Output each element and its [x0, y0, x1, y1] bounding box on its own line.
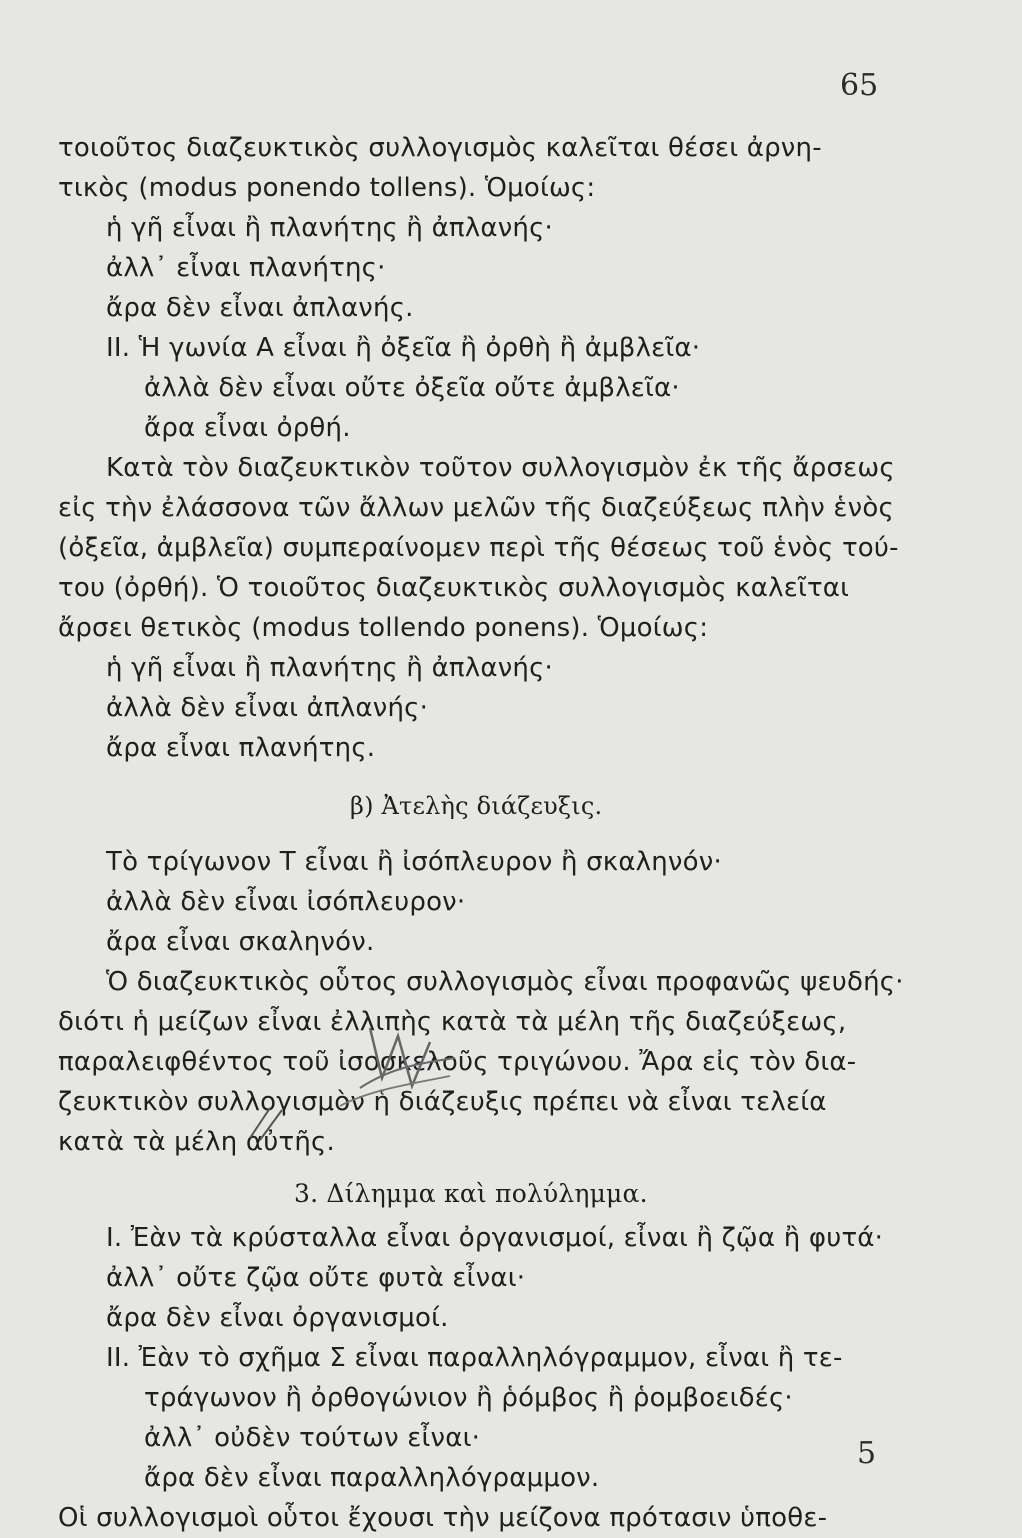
page-body — [58, 128, 908, 1538]
text-line: I. Ἐὰν τὰ κρύσταλλα εἶναι ὀργανισμοί, εἶναι ἢ ζῷα ἢ φυτά· — [106, 1223, 884, 1253]
text-line: ἄρα δὲν εἶναι παραλληλόγραμμον. — [144, 1463, 600, 1493]
text-line: ἀλλὰ δὲν εἶναι ἀπλανής· — [106, 693, 429, 723]
text-line: παραλειφθέντος τοῦ ἰσοσκελοῦς τριγώνου. Ἄρα εἰς τὸν δια- — [58, 1047, 857, 1077]
text-line: ἄρα δὲν εἶναι ὀργανισμοί. — [106, 1303, 449, 1333]
text-line: Κατὰ τὸν διαζευκτικὸν τοῦτον συλλογισμὸν ἐκ τῆς ἄρσεως — [106, 453, 895, 483]
text-line: ἀλλ᾽ οὐδὲν τούτων εἶναι· — [144, 1423, 481, 1453]
text-line: ἄρα εἶναι ὀρθή. — [144, 413, 351, 443]
text-line: II. Ἡ γωνία Α εἶναι ἢ ὀξεῖα ἢ ὀρθὴ ἢ ἀμβλεῖα· — [106, 333, 701, 363]
text-line: ἡ γῆ εἶναι ἢ πλανήτης ἢ ἀπλανής· — [106, 213, 554, 243]
text-line: τοιοῦτος διαζευκτικὸς συλλογισμὸς καλεῖται θέσει ἀρνη- — [58, 133, 822, 163]
text-line: ἄρα εἶναι πλανήτης. — [106, 733, 376, 763]
text-line: ἀλλ᾽ εἶναι πλανήτης· — [106, 253, 386, 283]
text-line: ἡ γῆ εἶναι ἢ πλανήτης ἢ ἀπλανής· — [106, 653, 554, 683]
page-number: 65 — [840, 68, 879, 103]
text-line: τικὸς (modus ponendo tollens). Ὁμοίως: — [58, 173, 596, 203]
text-line: ἀλλὰ δὲν εἶναι οὔτε ὀξεῖα οὔτε ἀμβλεῖα· — [144, 373, 680, 403]
handwritten-pencil-mark — [230, 1018, 470, 1148]
text-line: του (ὀρθή). Ὁ τοιοῦτος διαζευκτικὸς συλλογισμὸς καλεῖται — [58, 573, 850, 603]
text-line: ἀλλὰ δὲν εἶναι ἰσόπλευρον· — [106, 887, 466, 917]
text-line: ἄρσει θετικὸς (modus tollendo ponens). Ὁμοίως: — [58, 613, 709, 643]
text-line: κατὰ τὰ μέλη αὐτῆς. — [58, 1127, 335, 1157]
text-line: διότι ἡ μείζων εἶναι ἐλλιπὴς κατὰ τὰ μέλη τῆς διαζεύξεως, — [58, 1007, 847, 1037]
text-line: ἀλλ᾽ οὔτε ζῷα οὔτε φυτὰ εἶναι· — [106, 1263, 526, 1293]
text-line: Ὁ διαζευκτικὸς οὗτος συλλογισμὸς εἶναι προφανῶς ψευδής· — [106, 967, 904, 997]
text-line: ἄρα δὲν εἶναι ἀπλανής. — [106, 293, 414, 323]
text-line: εἰς τὴν ἐλάσσονα τῶν ἄλλων μελῶν τῆς διαζεύξεως πλὴν ἑνὸς — [58, 493, 894, 523]
text-line: τράγωνον ἢ ὀρθογώνιον ἢ ῥόμβος ἢ ῥομβοειδές· — [144, 1383, 793, 1413]
text-line: Τὸ τρίγωνον Τ εἶναι ἢ ἰσόπλευρον ἢ σκαληνόν· — [106, 847, 722, 877]
text-line: ἄρα εἶναι σκαληνόν. — [106, 927, 375, 957]
text-line: II. Ἐὰν τὸ σχῆμα Σ εἶναι παραλληλόγραμμον, εἶναι ἢ τε- — [106, 1343, 843, 1373]
section-heading: 3. Δίλημμα καὶ πολύλημμα. — [294, 1179, 648, 1208]
text-line: ζευκτικὸν συλλογισμὸν ἡ διάζευξις πρέπει νὰ εἶναι τελεία — [58, 1087, 827, 1117]
text-line: (ὀξεῖα, ἀμβλεῖα) συμπεραίνομεν περὶ τῆς θέσεως τοῦ ἑνὸς τού- — [58, 533, 899, 563]
signature-number: 5 — [857, 1436, 877, 1471]
subsection-heading: β) Ἀτελὴς διάζευξις. — [350, 792, 603, 820]
text-line: Οἱ συλλογισμοὶ οὗτοι ἔχουσι τὴν μείζονα πρότασιν ὑποθε- — [58, 1503, 828, 1533]
